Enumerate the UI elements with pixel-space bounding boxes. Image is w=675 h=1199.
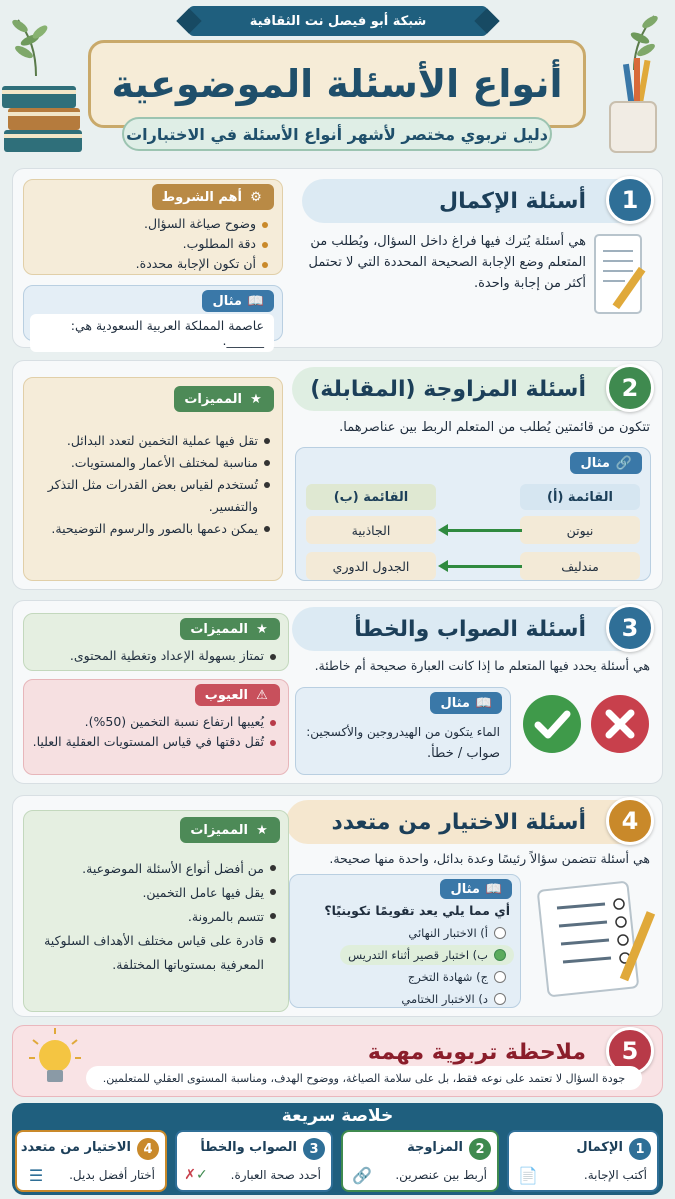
option-label: د) الاختبار الختامي bbox=[401, 992, 488, 1006]
list-item: من أفضل أنواع الأسئلة الموضوعية. bbox=[32, 857, 278, 881]
features-list bbox=[32, 857, 278, 977]
section-header bbox=[286, 800, 652, 844]
radio-icon bbox=[494, 993, 506, 1005]
example-text: عاصمة المملكة العربية السعودية هي: ______. bbox=[30, 314, 274, 352]
match-arrow bbox=[446, 529, 522, 532]
list-item: تُقل دقتها في قياس المستويات العقلية العليا. bbox=[32, 732, 278, 752]
list-item: تتسم بالمرونة. bbox=[32, 905, 278, 929]
list-item: يقل فيها عامل التخمين. bbox=[32, 881, 278, 905]
features-card bbox=[23, 377, 283, 581]
list-item: مناسبة لمختلف الأعمار والمستويات. bbox=[32, 452, 272, 474]
list-b-item: الجاذبية bbox=[306, 516, 436, 544]
list-item: وضوح صياغة السؤال. bbox=[34, 214, 270, 234]
option-label: ب) اختبار قصير أثناء التدريس bbox=[348, 948, 488, 962]
page-title: أنواع الأسئلة الموضوعية bbox=[111, 62, 563, 106]
star-icon: ★ bbox=[256, 621, 268, 637]
example-text: الماء يتكون من الهيدروجين والأكسجين: bbox=[306, 725, 500, 739]
section-title: ملاحظة تربوية مهمة bbox=[367, 1039, 586, 1065]
section-number: 1 bbox=[606, 176, 654, 224]
example-card bbox=[23, 285, 283, 348]
list-item: دقة المطلوب. bbox=[34, 234, 270, 254]
conditions-label bbox=[152, 184, 274, 210]
section-header bbox=[292, 607, 652, 651]
example-label-text: مثال bbox=[212, 293, 242, 309]
summary-card bbox=[175, 1130, 333, 1192]
checklist-icon bbox=[535, 880, 659, 998]
summary-title: خلاصة سريعة bbox=[281, 1106, 394, 1126]
list-item: يمكن دعمها بالصور والرسوم التوضيحية. bbox=[32, 518, 272, 540]
list-a-header: القائمة (أ) bbox=[520, 484, 640, 510]
list-icon: ☰ bbox=[28, 1165, 44, 1185]
section-number: 4 bbox=[606, 797, 654, 845]
warning-icon: ⚠ bbox=[256, 687, 268, 703]
section-header bbox=[292, 367, 652, 411]
summary-card bbox=[15, 1130, 167, 1192]
section-description: تتكون من قائمتين يُطلب من المتعلم الربط بين عناصرهما. bbox=[339, 420, 650, 435]
list-b-header: القائمة (ب) bbox=[306, 484, 436, 510]
example-card bbox=[295, 447, 651, 581]
summary-card-text: أختار أفضل بديل. bbox=[69, 1168, 155, 1182]
summary-card-title: الإكمال bbox=[576, 1140, 623, 1155]
summary-card bbox=[341, 1130, 499, 1192]
books-icon bbox=[0, 70, 88, 162]
book-icon: 📖 bbox=[475, 695, 493, 711]
defects-card bbox=[23, 679, 289, 775]
list-item: أن تكون الإجابة محددة. bbox=[34, 254, 270, 274]
summary-number: 2 bbox=[469, 1138, 491, 1160]
summary-number: 3 bbox=[303, 1138, 325, 1160]
option-item[interactable] bbox=[393, 989, 514, 1009]
section-title: أسئلة المزاوجة (المقابلة) bbox=[310, 376, 586, 402]
conditions-label-text: أهم الشروط bbox=[161, 189, 242, 205]
book-icon: 📖 bbox=[247, 293, 265, 309]
check-cross-icon: ✓ ✗ bbox=[184, 1167, 208, 1183]
summary-card-title: الصواب والخطأ bbox=[200, 1140, 297, 1155]
section-description: هي أسئلة يُترك فيها فراغ داخل السؤال، ويُطلب من المتعلم وضع الإجابة الصحيحة المحددة التي لا تحتمل أكثر من إجابة واحدة. bbox=[308, 234, 586, 291]
option-item-selected[interactable] bbox=[340, 945, 514, 965]
features-list bbox=[32, 646, 278, 666]
defects-list bbox=[32, 712, 278, 752]
section-title: أسئلة الاختيار من متعدد bbox=[331, 809, 586, 835]
section-description: هي أسئلة تتضمن سؤالاً رئيسًا وعدة بدائل، واحدة منها صحيحة. bbox=[329, 851, 650, 866]
defects-label-text: العيوب bbox=[204, 687, 248, 703]
features-card bbox=[23, 613, 289, 671]
example-question: أي مما يلي يعد تقويمًا تكوينيًا؟ bbox=[324, 903, 510, 918]
features-label-text: المميزات bbox=[190, 621, 248, 637]
example-label bbox=[570, 452, 642, 474]
plant-icon bbox=[8, 12, 64, 76]
link-icon: 🔗 bbox=[352, 1165, 372, 1185]
note-text: جودة السؤال لا تعتمد على نوعه فقط، بل على سلامة الصياغة، ووضوح الهدف، ومناسبة المستوى العقلي للمتعلمين. bbox=[86, 1066, 642, 1090]
example-label bbox=[430, 692, 502, 714]
page-subtitle bbox=[122, 117, 552, 151]
option-label: ج) شهادة التخرج bbox=[407, 970, 488, 984]
section-number: 2 bbox=[606, 364, 654, 412]
link-icon: 🔗 bbox=[615, 455, 633, 471]
network-name: شبكة أبو فيصل نت الثقافية bbox=[249, 13, 427, 29]
features-label bbox=[180, 618, 280, 640]
list-a-item: نيوتن bbox=[520, 516, 640, 544]
section-number: 3 bbox=[606, 604, 654, 652]
conditions-card bbox=[23, 179, 283, 275]
radio-icon bbox=[494, 927, 506, 939]
summary-card-title: الاختيار من متعدد bbox=[20, 1140, 131, 1155]
list-item: تُستخدم لقياس بعض القدرات مثل التذكر والتفسير. bbox=[32, 474, 272, 518]
star-icon: ★ bbox=[256, 822, 268, 838]
section-title: أسئلة الإكمال bbox=[439, 188, 586, 214]
summary-card-text: أحدد صحة العبارة. bbox=[230, 1168, 321, 1182]
summary-number: 1 bbox=[629, 1138, 651, 1160]
check-icon bbox=[521, 693, 583, 755]
list-item: تقل فيها عملية التخمين لتعدد البدائل. bbox=[32, 430, 272, 452]
features-label-text: المميزات bbox=[184, 391, 242, 407]
summary-card-text: أربط بين عنصرين. bbox=[395, 1168, 487, 1182]
section-header bbox=[302, 179, 652, 223]
lightbulb-icon bbox=[27, 1026, 83, 1092]
cross-icon bbox=[589, 693, 651, 755]
option-item[interactable] bbox=[400, 923, 514, 943]
features-label bbox=[174, 386, 274, 412]
section-number: 5 bbox=[606, 1027, 654, 1075]
section-matching bbox=[12, 360, 663, 590]
section-description: هي أسئلة يحدد فيها المتعلم ما إذا كانت العبارة صحيحة أم خاطئة. bbox=[314, 658, 650, 673]
match-arrow bbox=[446, 565, 522, 568]
example-label bbox=[440, 879, 512, 899]
list-a-item: مندليف bbox=[520, 552, 640, 580]
summary-card-title: المزاوجة bbox=[407, 1140, 463, 1155]
subtitle-text: دليل تربوي مختصر لأشهر أنواع الأسئلة في الاختبارات bbox=[126, 124, 548, 144]
example-label bbox=[202, 290, 274, 312]
section-completion bbox=[12, 168, 663, 348]
summary-number: 4 bbox=[137, 1138, 159, 1160]
example-card bbox=[295, 687, 511, 775]
list-b-item: الجدول الدوري bbox=[306, 552, 436, 580]
defects-label bbox=[195, 684, 280, 706]
example-label-text: مثال bbox=[580, 455, 610, 471]
example-answer: صواب / خطأ. bbox=[426, 746, 500, 761]
pencil-cup-icon bbox=[596, 56, 666, 156]
features-label-text: المميزات bbox=[190, 822, 248, 838]
star-icon: ★ bbox=[250, 391, 262, 407]
section-note bbox=[12, 1025, 663, 1097]
features-card bbox=[23, 810, 289, 1012]
list-item: يُعيبها ارتفاع نسبة التخمين (50%). bbox=[32, 712, 278, 732]
features-list bbox=[32, 430, 272, 540]
section-true-false bbox=[12, 600, 663, 784]
document-pencil-icon bbox=[589, 229, 651, 321]
features-label bbox=[180, 817, 280, 843]
list-item: تمتاز بسهولة الإعداد وتغطية المحتوى. bbox=[32, 646, 278, 666]
summary-card-text: أكتب الإجابة. bbox=[583, 1168, 647, 1182]
example-label-text: مثال bbox=[450, 881, 480, 897]
option-label: أ) الاختبار النهائي bbox=[408, 926, 488, 940]
gear-icon: ⚙ bbox=[250, 189, 262, 205]
radio-icon bbox=[494, 971, 506, 983]
option-item[interactable] bbox=[400, 967, 514, 987]
book-icon: 📖 bbox=[485, 881, 503, 897]
title-banner bbox=[88, 40, 586, 128]
section-title: أسئلة الصواب والخطأ bbox=[354, 616, 586, 642]
example-card bbox=[289, 874, 521, 1008]
radio-selected-icon bbox=[494, 949, 506, 961]
document-icon: 📄 bbox=[518, 1165, 538, 1185]
conditions-list bbox=[34, 214, 270, 274]
network-ribbon bbox=[188, 6, 488, 36]
summary-card bbox=[507, 1130, 659, 1192]
example-label-text: مثال bbox=[440, 695, 470, 711]
section-multiple-choice bbox=[12, 795, 663, 1017]
list-item: قادرة على قياس مختلف الأهداف السلوكية المعرفية بمستوياتها المختلفة. bbox=[32, 929, 278, 977]
